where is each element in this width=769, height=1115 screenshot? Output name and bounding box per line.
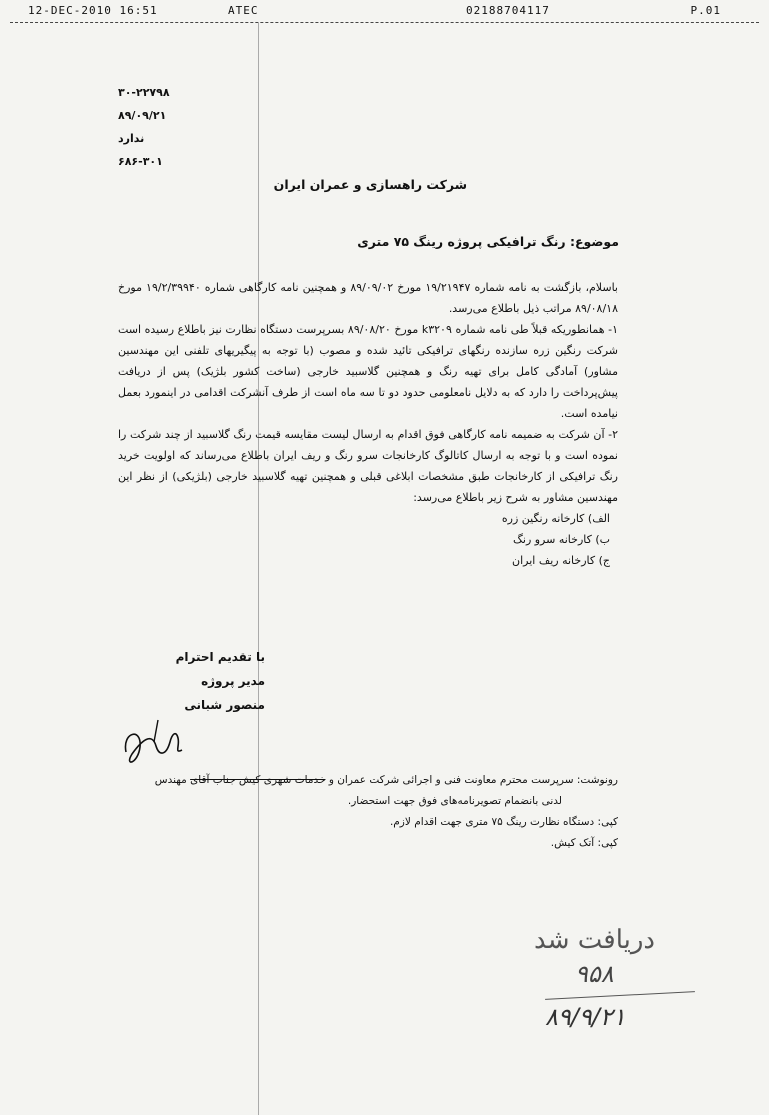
signer-title: مدیر پروژه [201,674,265,688]
fax-date-time: 12-DEC-2010 16:51 [28,4,158,17]
copies-section [110,770,618,854]
stamp-received-text: دریافت شد [534,925,655,955]
body-sub-item-c: ج) کارخانه ریف ایران [512,554,610,567]
recipient: شرکت راهسازی و عمران ایران [273,177,467,192]
fax-header [18,4,751,20]
body-sub-item-b: ب) کارخانه سرو رنگ [513,533,610,546]
stamp-divider [545,991,695,1000]
copy-line-2: لدنی بانضمام تصویرنامه‌های فوق جهت استحضار. [347,795,562,807]
copy-line-1-prefix: رونوشت: سرپرست محترم معاونت فنی و اجرائی شرکت عمران و [328,774,618,786]
letter-attachment: ندارد [118,132,145,145]
received-stamp [505,915,695,1035]
fax-page-number: P.01 [690,4,721,17]
fax-header-rule [10,22,759,23]
body-item-2: ۲- آن شرکت به ضمیمه نامه کارگاهی فوق اقدام به ارسال لیست مقایسه قیمت رنگ گلاسبید از چند شرکت را نموده است و با توجه به ارسال کاتالوگ کارخانجات سرو رنگ و ریف ایران باطلاع می‌رساند که اولویت خرید رنگ ترافیکی از کارخانجات طبق مشخصات ابلاغی قبلی و همچنین تهیه گلاسبید خارجی (بلژیکی) از نظر این مهندسین مشاور به شرح زیر باطلاع می‌رسد: [118,428,618,504]
letter-date: ۸۹/۰۹/۲۱ [118,109,167,122]
copy-line-4: کپی: آتک کیش. [550,837,618,849]
fax-sender: ATEC [228,4,259,17]
copy-line-1-suffix: مهندس [154,774,187,786]
letter-body [118,277,618,571]
body-item-1: ۱- همانطوریکه قبلاً طی نامه شماره k۳۲۰۹ مورخ ۸۹/۰۸/۲۰ بسرپرست دستگاه نظارت نیز باطلاع رسیده است شرکت رنگین زره سازنده رنگهای ترافیکی تائید شده و مصوب (با توجه به پیگیریهای تلفنی این مهندسین مشاور) آمادگی کامل برای تهیه رنگ و همچنین گلاسبید خارجی (ساخت کشور بلژیک) پس از دریافت پیش‌پرداخت را دارد که به دلایل نامعلومی حدود دو تا سه ماه است از طرف آنشرکت اقدامی در اینمورد بعمل نیامده است. [118,323,618,420]
body-sub-item-a: الف) کارخانه رنگین زره [501,512,610,525]
stamp-date: ۸۹/۹/۲۱ [545,1003,626,1031]
fax-phone: 02188704117 [466,4,550,17]
stamp-number: ۹۵۸ [575,960,614,988]
handwritten-signature [112,712,202,772]
signer-name: منصور شبانی [184,698,265,712]
copy-line-3: کپی: دستگاه نظارت رینگ ۷۵ متری جهت اقدام لازم. [389,816,618,828]
closing-text: با تقدیم احترام [175,650,265,664]
body-intro: باسلام، بازگشت به نامه شماره ۱۹/۲۱۹۴۷ مورخ ۸۹/۰۹/۰۲ و همچنین نامه کارگاهی شماره ۱۹/۲/۳۹۹۴۰ مورخ ۸۹/۰۸/۱۸ مراتب ذیل باطلاع می‌رسد. [118,281,618,315]
copy-line-1-struck: خدمات شهری کیش جناب آقای [190,774,326,786]
copy-line-1 [110,770,618,791]
letter-meta [118,86,170,178]
letter-number: ۳۰-۲۲۷۹۸ [118,86,170,99]
subject-line: موضوع: رنگ ترافیکی پروژه رینگ ۷۵ متری [357,234,619,249]
letter-ref: ۶۸۶-۳۰۱ [118,155,163,168]
